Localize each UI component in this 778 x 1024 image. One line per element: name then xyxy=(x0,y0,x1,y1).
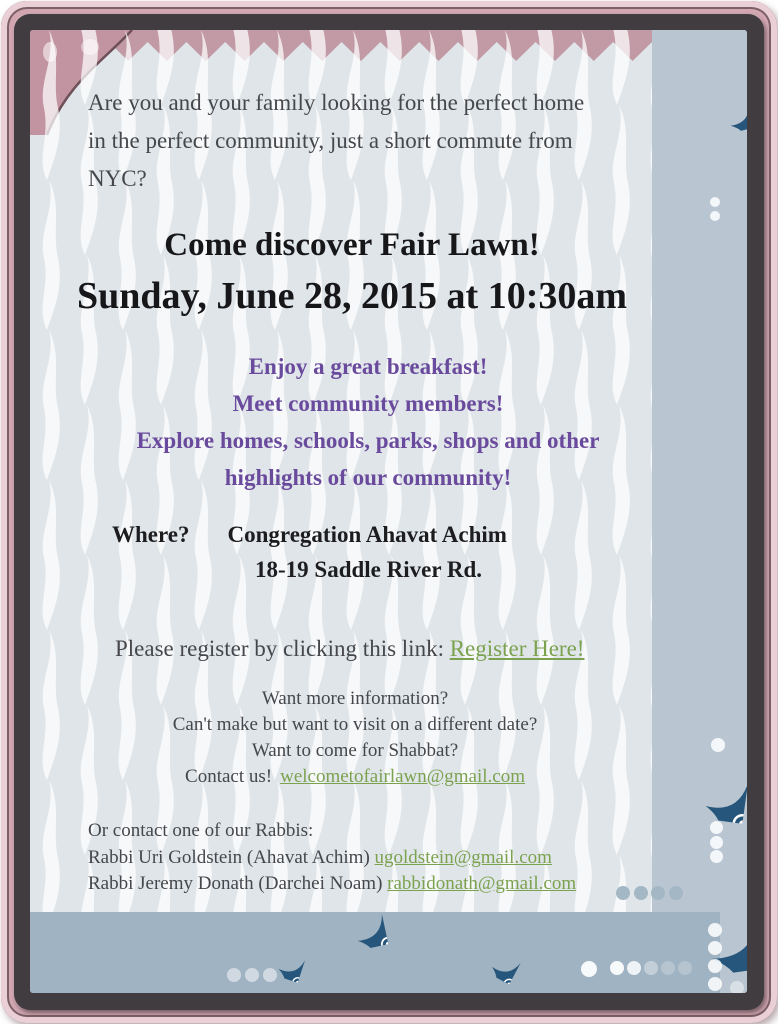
rabbi-name: Rabbi Jeremy Donath (Darchei Noam) xyxy=(88,873,388,894)
info-block xyxy=(55,686,655,790)
rabbis-block xyxy=(88,818,576,898)
dot-decoration xyxy=(710,850,723,863)
dot-decoration xyxy=(227,968,241,982)
rabbi-line xyxy=(88,871,576,898)
contact-line xyxy=(55,764,655,790)
highlight-line: Explore homes, schools, parks, shops and other highlights of our community! xyxy=(136,428,600,490)
info-line: Can't make but want to visit on a different date? xyxy=(172,714,538,735)
dot-decoration xyxy=(263,968,277,982)
dot-decoration xyxy=(710,821,723,834)
dot-decoration xyxy=(678,961,692,975)
dot-decoration xyxy=(708,941,722,955)
where-row xyxy=(112,522,507,548)
dot-decoration xyxy=(651,886,665,900)
rabbis-heading: Or contact one of our Rabbis: xyxy=(88,820,314,841)
venue-name: Congregation Ahavat Achim xyxy=(227,522,507,547)
flower-icon xyxy=(653,722,747,824)
dot-decoration xyxy=(245,968,259,982)
dot-decoration xyxy=(708,959,722,973)
dot-decoration xyxy=(627,961,641,975)
dot-decoration xyxy=(708,923,722,937)
contact-email-link[interactable]: welcometofairlawn@gmail.com xyxy=(280,766,525,787)
dot-decoration xyxy=(616,886,630,900)
event-title-block xyxy=(32,220,672,322)
intro-paragraph: Are you and your family looking for the perfect home in the perfect community, just a short commute from NYC? xyxy=(88,90,585,191)
dot-decoration xyxy=(610,961,624,975)
dot-decoration xyxy=(669,886,683,900)
dot-decoration xyxy=(644,961,658,975)
info-line: Want to come for Shabbat? xyxy=(251,740,459,761)
highlights-block xyxy=(93,348,643,496)
event-title: Come discover Fair Lawn! xyxy=(164,227,540,263)
where-label: Where? xyxy=(112,522,190,547)
dot-decoration xyxy=(661,961,675,975)
venue-address: 18-19 Saddle River Rd. xyxy=(255,557,483,582)
right-accent-band xyxy=(652,30,747,993)
register-prefix: Please register by clicking this link: xyxy=(115,636,450,661)
contact-prefix: Contact us! xyxy=(185,766,273,787)
dot-decoration xyxy=(710,211,720,221)
rabbi-email-link[interactable]: rabbidonath@gmail.com xyxy=(387,873,577,894)
dot-decoration xyxy=(730,981,744,993)
rabbi-email-link[interactable]: ugoldstein@gmail.com xyxy=(374,846,552,868)
flyer-page xyxy=(30,30,747,993)
dot-decoration xyxy=(710,836,723,849)
dot-decoration xyxy=(711,738,725,752)
register-link[interactable]: Register Here! xyxy=(449,636,585,661)
dot-decoration xyxy=(708,977,722,991)
highlight-line: Meet community members! xyxy=(232,391,504,416)
dot-decoration xyxy=(634,886,648,900)
info-line: Want more information? xyxy=(261,688,449,709)
rabbi-line xyxy=(88,845,576,872)
dot-decoration xyxy=(710,197,720,207)
register-line xyxy=(115,636,584,662)
event-datetime: Sunday, June 28, 2015 at 10:30am xyxy=(76,275,628,317)
rabbi-name: Rabbi Uri Goldstein (Ahavat Achim) xyxy=(88,846,375,868)
dot-decoration xyxy=(581,961,597,977)
highlight-line: Enjoy a great breakfast! xyxy=(248,354,488,379)
